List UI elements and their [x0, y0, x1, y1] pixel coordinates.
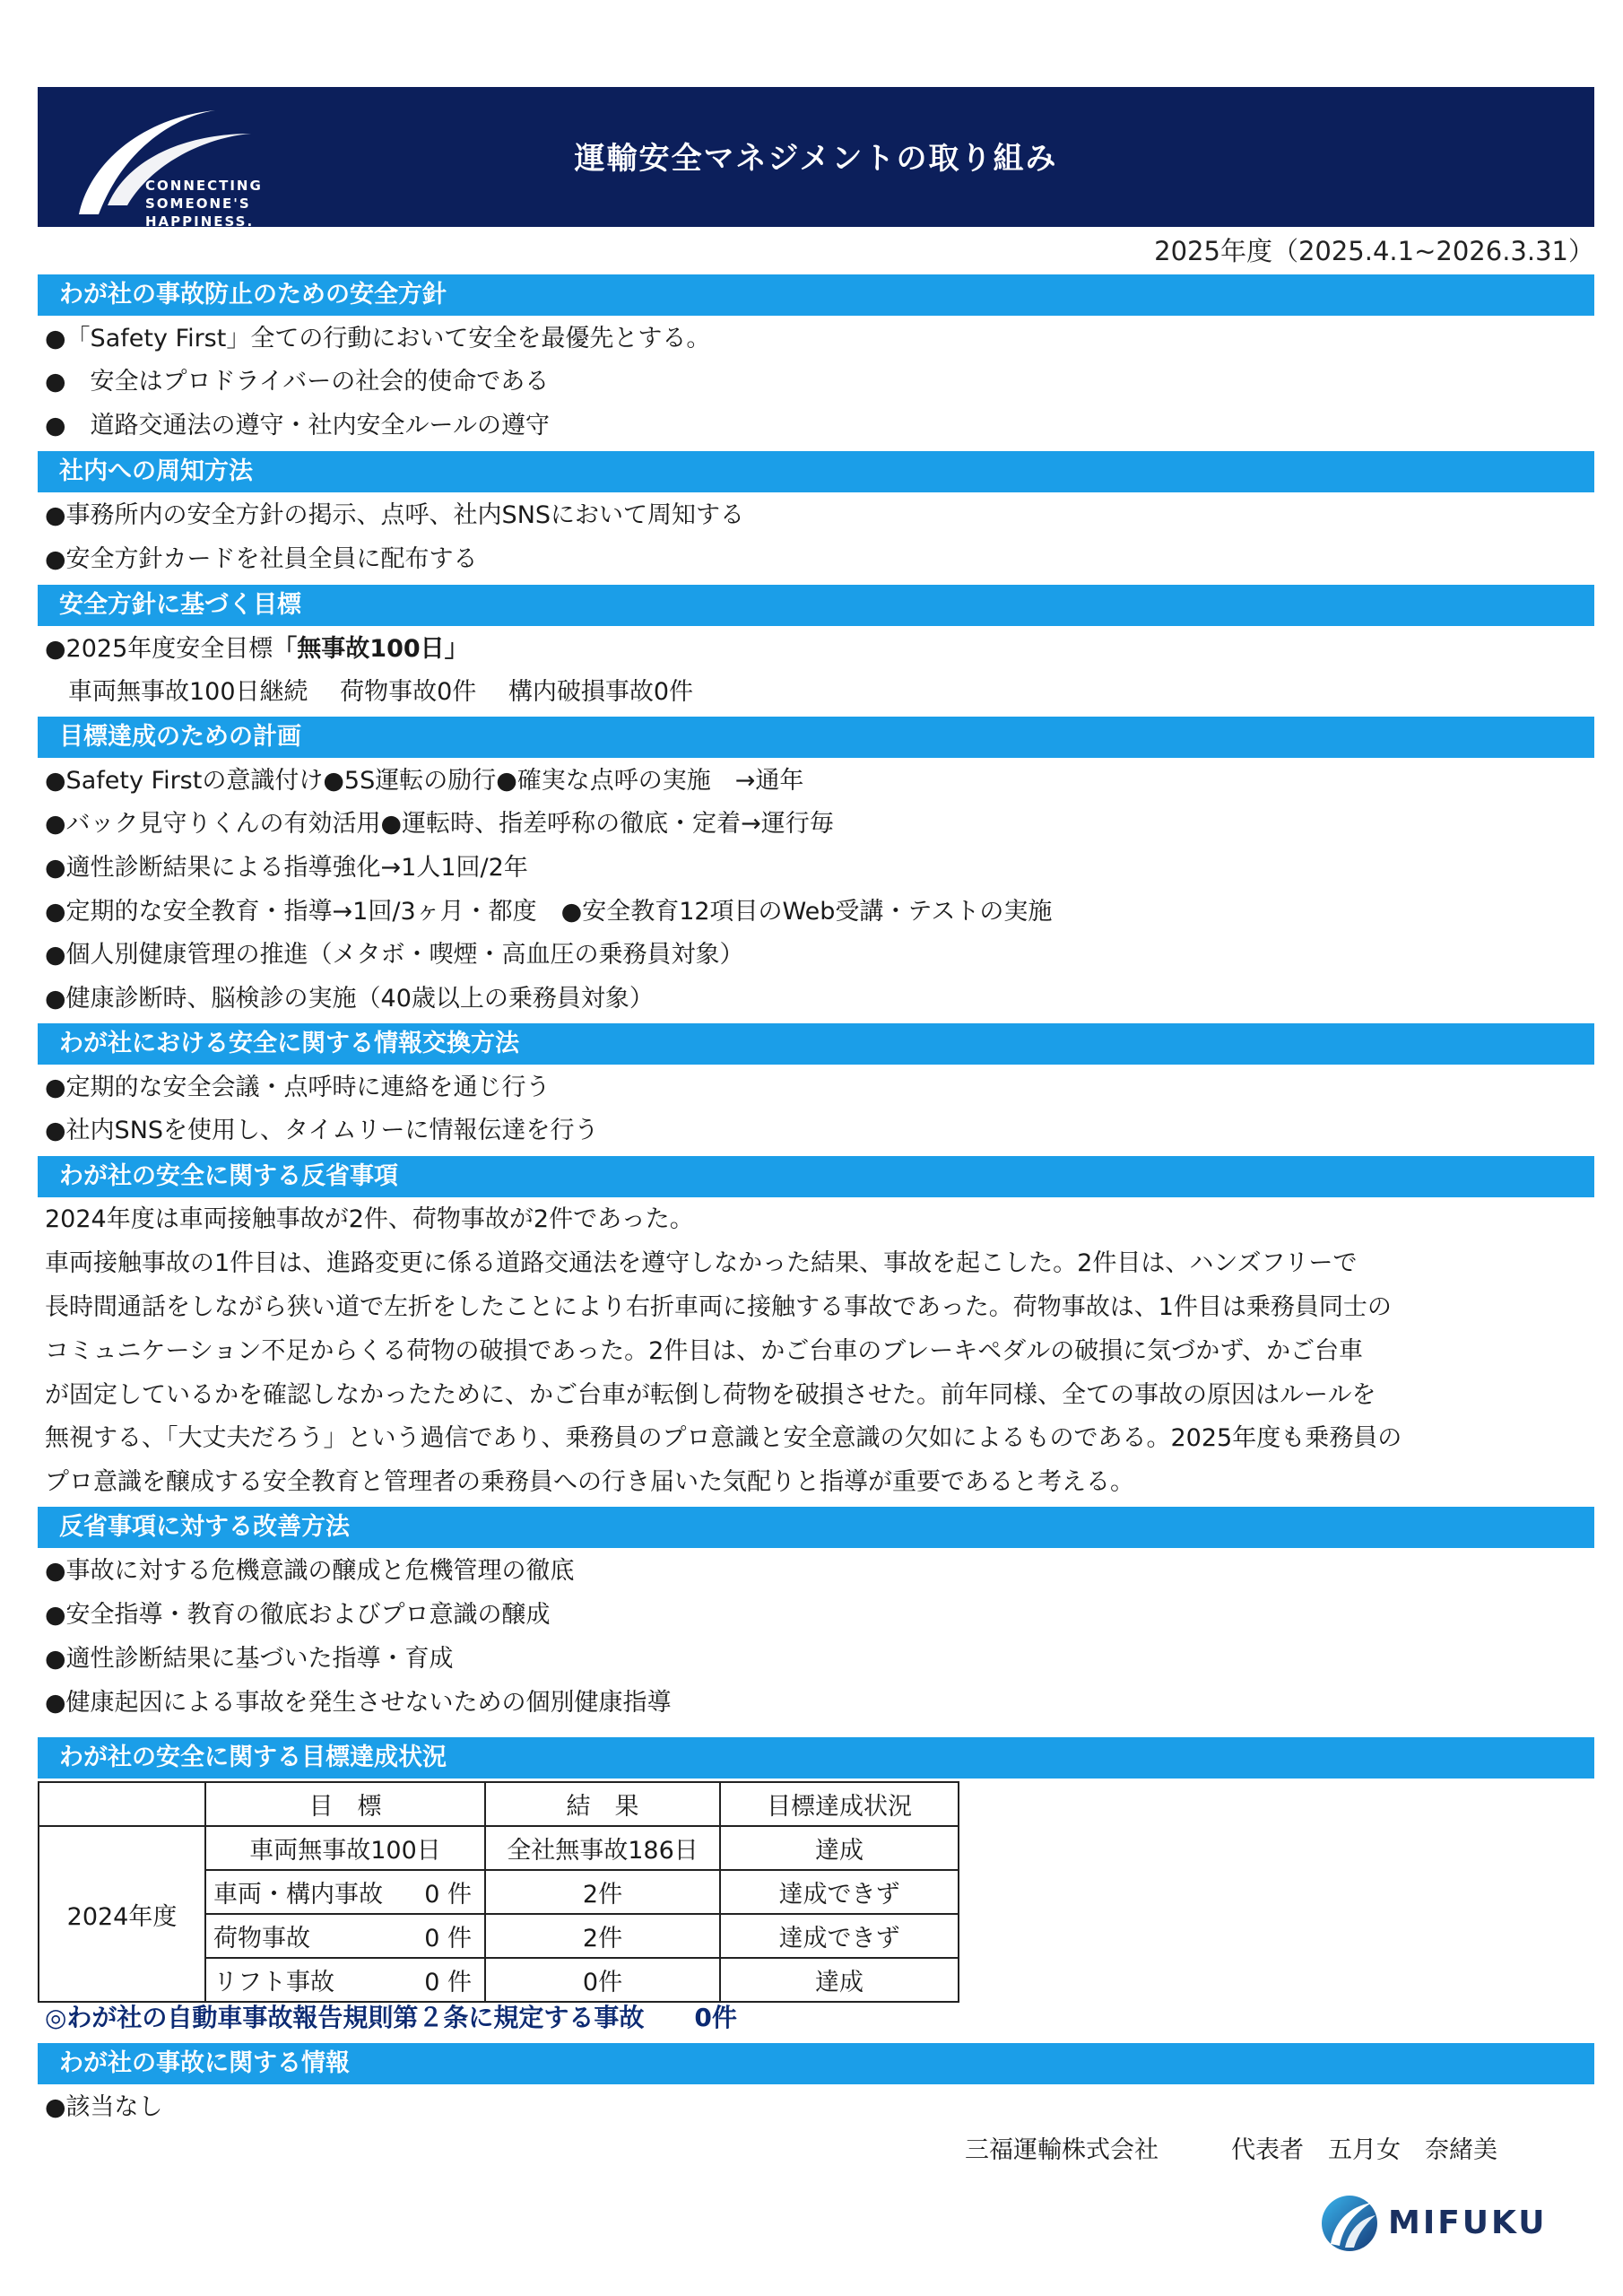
status-cell: 達成	[720, 1958, 959, 2002]
result-cell: 2件	[485, 1914, 720, 1958]
section-header-improvement: 反省事項に対する改善方法	[38, 1507, 1594, 1548]
table-header-cell: 目 標	[205, 1782, 485, 1826]
plan-item: ●適性診断結果による指導強化→1人1回/2年	[45, 854, 528, 882]
notice-item: ●安全方針カードを社員全員に配布する	[45, 545, 478, 573]
reflection-line: 無視する、「大丈夫だろう」という過信であり、乗務員のプロ意識と安全意識の欠如によるものである。2025年度も乗務員の	[45, 1424, 1402, 1452]
table-corner-cell	[39, 1782, 205, 1826]
logo-tagline: CONNECTING SOMEONE'S HAPPINESS.	[145, 178, 263, 230]
status-cell: 達成できず	[720, 1914, 959, 1958]
mifuku-brand-logo	[1318, 2188, 1548, 2260]
goal-cell: 車両無事故100日	[205, 1826, 485, 1870]
goal-label: リフト事故	[213, 1969, 334, 1996]
policy-item: ● 道路交通法の遵守・社内安全ルールの遵守	[45, 412, 551, 439]
improvement-item: ●事故に対する危機意識の醸成と危機管理の徹底	[45, 1557, 575, 1585]
accident-report-rule-note: ◎わが社の自動車事故報告規則第２条に規定する事故 0件	[45, 2003, 737, 2032]
goal-cell	[205, 1870, 485, 1914]
reflection-line: 2024年度は車両接触事故が2件、荷物事故が2件であった。	[45, 1205, 694, 1233]
fiscal-period: 2025年度（2025.4.1~2026.3.31）	[1154, 236, 1594, 266]
info-exchange-item: ●定期的な安全会議・点呼時に連絡を通じ行う	[45, 1074, 551, 1101]
improvement-item: ●安全指導・教育の徹底およびプロ意識の醸成	[45, 1601, 551, 1629]
section-header-policy: わが社の事故防止のための安全方針	[38, 274, 1594, 316]
policy-item: ●「Safety First」全ての行動において安全を最優先とする。	[45, 325, 711, 352]
result-cell: 2件	[485, 1870, 720, 1914]
goal-details: 車両無事故100日継続 荷物事故0件 構内破損事故0件	[68, 678, 694, 706]
mifuku-emblem-icon	[1318, 2192, 1381, 2255]
section-header-reflection: わが社の安全に関する反省事項	[38, 1156, 1594, 1197]
goal-count: 0 件	[424, 1925, 472, 1952]
year-cell: 2024年度	[39, 1826, 205, 2002]
page-title: 運輸安全マネジメントの取り組み	[574, 141, 1058, 177]
notice-item: ●事務所内の安全方針の掲示、点呼、社内SNSにおいて周知する	[45, 501, 745, 529]
goal-line	[45, 631, 469, 667]
plan-item: ●定期的な安全教育・指導→1回/3ヶ月・都度 ●安全教育12項目のWeb受講・テストの実施	[45, 898, 1053, 926]
goal-label: 荷物事故	[213, 1925, 310, 1952]
brand-name: MIFUKU	[1388, 2205, 1548, 2241]
goal-prefix: ●2025年度安全目標	[45, 635, 273, 663]
reflection-line: 車両接触事故の1件目は、進路変更に係る道路交通法を遵守しなかった結果、事故を起こした。2件目は、ハンズフリーで	[45, 1249, 1358, 1277]
goal-label: 車両・構内事故	[213, 1881, 383, 1909]
improvement-item: ●適性診断結果に基づいた指導・育成	[45, 1645, 454, 1673]
table-header-cell: 目標達成状況	[720, 1782, 959, 1826]
reflection-line: 長時間通話をしながら狭い道で左折をしたことにより右折車両に接触する事故であった。荷物事故は、1件目は乗務員同士の	[45, 1293, 1392, 1321]
table-header-row	[39, 1782, 959, 1826]
goal-count: 0 件	[424, 1881, 472, 1909]
reflection-line: コミュニケーション不足からくる荷物の破損であった。2件目は、かご台車のブレーキペダルの破損に気づかず、かご台車	[45, 1337, 1364, 1365]
section-header-plan: 目標達成のための計画	[38, 717, 1594, 758]
table-row	[39, 1826, 959, 1870]
goal-highlight: 「無事故100日」	[273, 635, 469, 663]
section-header-accident-info: わが社の事故に関する情報	[38, 2043, 1594, 2084]
status-cell: 達成	[720, 1826, 959, 1870]
table-header-cell: 結 果	[485, 1782, 720, 1826]
reflection-line: が固定しているかを確認しなかったために、かご台車が転倒し荷物を破損させた。前年同様、全ての事故の原因はルールを	[45, 1381, 1376, 1409]
improvement-item: ●健康起因による事故を発生させないための個別健康指導	[45, 1689, 672, 1717]
result-cell: 0件	[485, 1958, 720, 2002]
plan-item: ●Safety Firstの意識付け●5S運転の励行●確実な点呼の実施 →通年	[45, 767, 804, 795]
reflection-line: プロ意識を醸成する安全教育と管理者の乗務員への行き届いた気配りと指導が重要であると考える。	[45, 1468, 1134, 1496]
section-header-notice: 社内への周知方法	[38, 451, 1594, 492]
goal-cell	[205, 1958, 485, 2002]
accident-info-item: ●該当なし	[45, 2093, 163, 2121]
company-signature: 三福運輸株式会社 代表者 五月女 奈緒美	[965, 2136, 1497, 2164]
goal-cell	[205, 1914, 485, 1958]
goal-count: 0 件	[424, 1969, 472, 1996]
info-exchange-item: ●社内SNSを使用し、タイムリーに情報伝達を行う	[45, 1117, 599, 1144]
plan-item: ●健康診断時、脳検診の実施（40歳以上の乗務員対象）	[45, 985, 654, 1013]
section-header-goal: 安全方針に基づく目標	[38, 585, 1594, 626]
section-header-status: わが社の安全に関する目標達成状況	[38, 1737, 1594, 1779]
plan-item: ●バック見守りくんの有効活用●運転時、指差呼称の徹底・定着→運行毎	[45, 810, 834, 838]
policy-item: ● 安全はプロドライバーの社会的使命である	[45, 368, 550, 396]
plan-item: ●個人別健康管理の推進（メタボ・喫煙・高血圧の乗務員対象）	[45, 941, 744, 969]
section-header-info-exchange: わが社における安全に関する情報交換方法	[38, 1023, 1594, 1065]
header-banner	[38, 87, 1594, 230]
result-cell: 全社無事故186日	[485, 1826, 720, 1870]
status-cell: 達成できず	[720, 1870, 959, 1914]
status-table	[38, 1781, 959, 2003]
